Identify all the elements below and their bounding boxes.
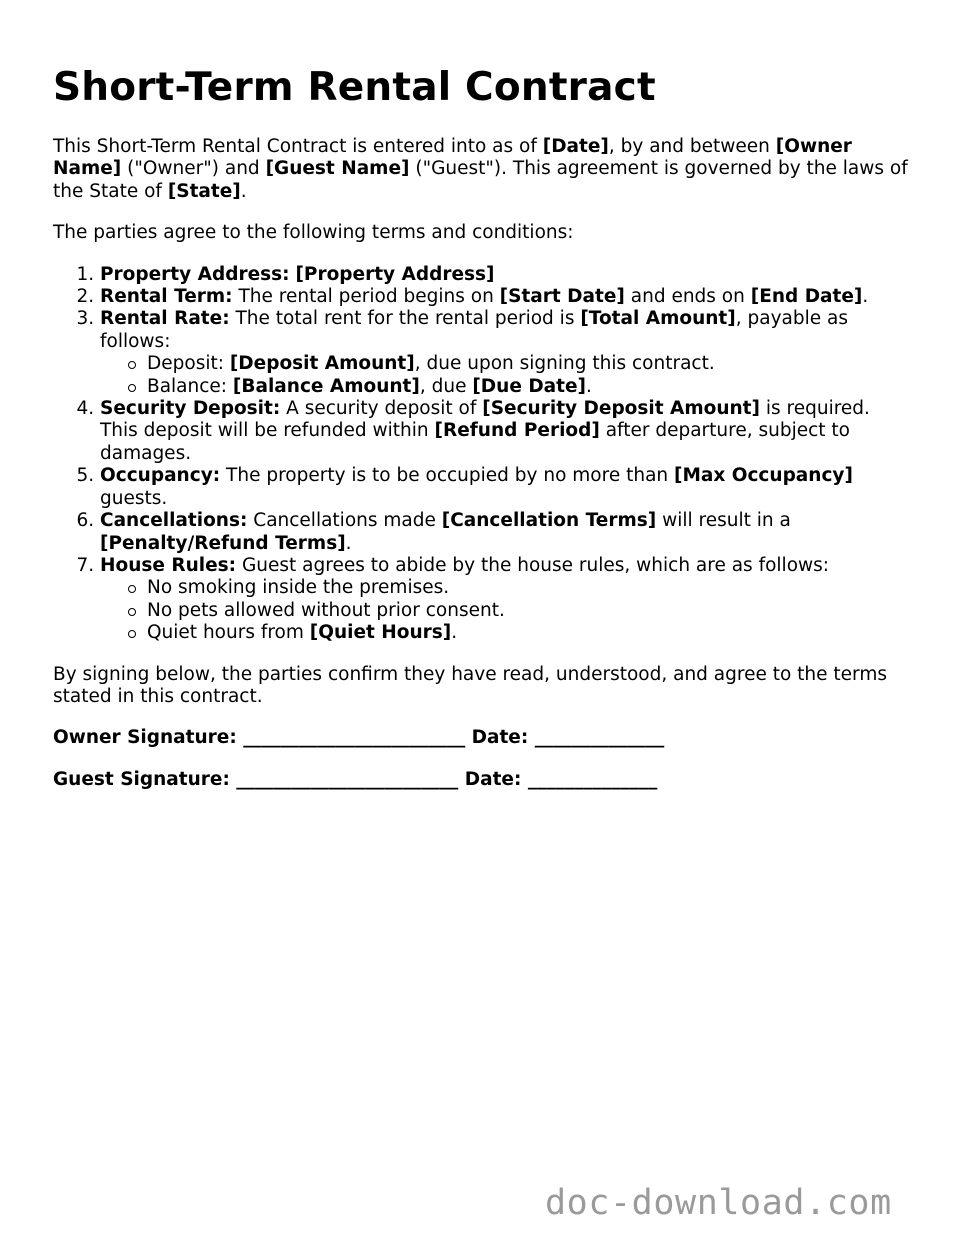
refund-period-placeholder: [Refund Period] <box>434 420 600 442</box>
document-page <box>53 64 909 810</box>
guest-signature-field[interactable]: ________________________ <box>236 768 459 790</box>
term-occupancy <box>100 465 909 510</box>
watermark: doc-download.com <box>545 1183 892 1223</box>
intro-text: This Short-Term Rental Contract is entered into as of <box>53 136 543 157</box>
term-label: Property Address: <box>100 263 290 285</box>
intro-paragraph <box>53 136 909 203</box>
term-label: Security Deposit: <box>100 398 281 420</box>
sub-text: . <box>586 375 592 397</box>
list-item-rule: No smoking inside the premises. <box>147 577 909 599</box>
term-label: House Rules: <box>100 554 237 576</box>
list-item-deposit <box>147 353 909 375</box>
quiet-hours-placeholder: [Quiet Hours] <box>309 622 452 644</box>
cancellation-terms-placeholder: [Cancellation Terms] <box>441 510 657 532</box>
term-cancellations <box>100 510 909 555</box>
closing-paragraph: By signing below, the parties confirm they have read, understood, and agree to the terms stated in this contract. <box>53 663 887 707</box>
sub-text: , due upon signing this contract. <box>414 353 715 375</box>
term-text: . <box>862 286 869 308</box>
page-title: Short-Term Rental Contract <box>53 65 656 110</box>
guest-signature-label: Guest Signature: <box>53 768 237 790</box>
sub-text: Balance: <box>147 375 233 397</box>
intro-text: , by and between <box>608 136 776 157</box>
security-deposit-placeholder: [Security Deposit Amount] <box>482 398 760 420</box>
term-rental-term <box>100 286 909 308</box>
term-rental-rate <box>100 308 909 398</box>
state-placeholder: [State] <box>167 180 241 202</box>
term-text: The rental period begins on <box>232 286 500 308</box>
guest-signature-line <box>53 769 909 791</box>
term-text: A security deposit of <box>280 398 483 420</box>
balance-amount-placeholder: [Balance Amount] <box>232 375 420 397</box>
term-text: is required. This deposit will be refunded within <box>100 398 870 442</box>
date-placeholder: [Date] <box>542 136 609 157</box>
guest-date-label: Date: <box>458 768 528 790</box>
owner-date-label: Date: <box>465 727 535 749</box>
start-date-placeholder: [Start Date] <box>499 286 625 308</box>
owner-name-placeholder: [Owner Name] <box>53 136 852 180</box>
term-label: Cancellations: <box>100 510 248 532</box>
owner-signature-field[interactable]: ________________________ <box>243 727 466 749</box>
property-address-placeholder: [Property Address] <box>295 263 495 285</box>
term-property-address <box>100 264 909 286</box>
term-text: guests. <box>100 487 168 509</box>
due-date-placeholder: [Due Date] <box>472 375 586 397</box>
term-text: The property is to be occupied by no more than <box>220 465 675 487</box>
sub-text: Deposit: <box>147 353 230 375</box>
owner-signature-label: Owner Signature: <box>53 727 244 749</box>
house-rules-list <box>100 577 909 644</box>
term-text: will result in a <box>656 510 791 532</box>
term-text: . <box>345 532 352 554</box>
list-item-rule: No pets allowed without prior consent. <box>147 600 909 622</box>
payment-schedule-list <box>100 353 909 398</box>
total-amount-placeholder: [Total Amount] <box>580 308 736 330</box>
intro-text: ("Guest"). This agreement is governed by the laws of the State of <box>53 158 908 202</box>
term-text: , payable as follows: <box>100 308 848 352</box>
intro-text: . <box>240 180 247 202</box>
max-occupancy-placeholder: [Max Occupancy] <box>674 465 853 487</box>
end-date-placeholder: [End Date] <box>750 286 863 308</box>
deposit-amount-placeholder: [Deposit Amount] <box>229 353 415 375</box>
term-text: Guest agrees to abide by the house rules, which are as follows: <box>236 554 830 576</box>
guest-date-field[interactable]: ______________ <box>527 768 658 790</box>
sub-text: Quiet hours from <box>147 622 310 644</box>
term-label: Rental Term: <box>100 286 233 308</box>
sub-text: . <box>451 622 458 644</box>
term-text: Cancellations made <box>247 510 442 532</box>
terms-list <box>53 264 909 645</box>
owner-date-field[interactable]: ______________ <box>534 727 665 749</box>
sub-text: , due <box>419 375 473 397</box>
guest-name-placeholder: [Guest Name] <box>265 158 410 180</box>
owner-signature-line <box>53 727 909 749</box>
intro-text: ("Owner") and <box>121 158 266 180</box>
list-item-balance <box>147 376 909 398</box>
term-text: The total rent for the rental period is <box>229 308 581 330</box>
term-label: Rental Rate: <box>100 308 230 330</box>
penalty-refund-placeholder: [Penalty/Refund Terms] <box>100 532 346 554</box>
term-security-deposit <box>100 398 909 465</box>
list-item-rule <box>147 622 909 644</box>
term-label: Occupancy: <box>100 465 221 487</box>
term-house-rules <box>100 555 909 645</box>
term-text: after departure, subject to damages. <box>100 420 850 464</box>
agree-line: The parties agree to the following terms and conditions: <box>53 222 574 244</box>
term-text: and ends on <box>624 286 751 308</box>
